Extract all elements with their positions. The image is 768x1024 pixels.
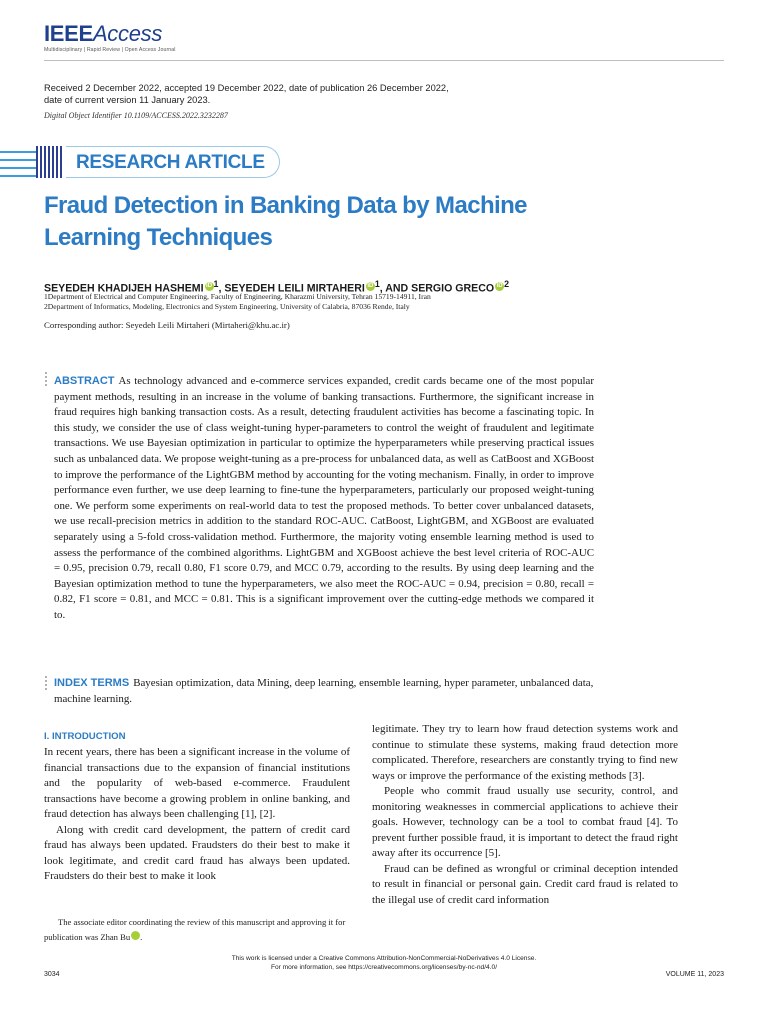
index-terms-heading: INDEX TERMS [54,677,130,689]
dates-line-2: date of current version 11 January 2023. [44,95,211,105]
license-line-2[interactable]: For more information, see https://creativecommons.org/licenses/by-nc-nd/4.0/ [270,964,498,971]
paragraph: People who commit fraud usually use security, control, and monitoring weaknesses in commercial applications to achieve their goals. However, technology can be a tool to combat fraud [4]. To prevent further possible fraud, it is important to detect the fraud right away after its occurrence [5]. [372,785,678,859]
abstract [54,374,594,624]
banner-line [0,151,38,153]
affiliation-2: 2Department of Informatics, Modeling, Electronics and System Engineering, University of Calabria, 87036 Rende, Italy [44,302,410,311]
editor-footnote: The associate editor coordinating the review of this manuscript and approving it for publication was Zhan Bu iD. [44,917,346,942]
orcid-icon[interactable]: iD [206,283,213,289]
banner-stripes [36,146,66,178]
dotted-ornament-icon [45,676,48,692]
author-2-affiliation: 1 [374,279,380,289]
volume-info: VOLUME 11, 2023 [665,971,724,978]
paragraph: legitimate. They try to learn how fraud detection systems work and continue to stimulate these systems, making fraud detection more complicated. Therefore, researchers are constantly trying to find new ways or improve the performance of the existing methods [3]. [372,723,678,782]
orcid-icon[interactable]: iD [367,283,374,289]
index-terms-text: Bayesian optimization, data Mining, deep learning, ensemble learning, hyper parameter, unbalanced data, machine learning. [54,677,594,705]
dates-line-1: Received 2 December 2022, accepted 19 December 2022, date of publication 26 December 2022, [44,83,449,93]
index-terms [54,676,594,707]
section-heading-introduction: I. INTRODUCTION [44,731,126,742]
logo-access: Access [92,21,163,46]
body-column-left [44,730,350,885]
banner-line [0,159,38,161]
banner-line [0,167,38,169]
abstract-heading: ABSTRACT [54,375,115,387]
header-rule [44,60,724,61]
author-1-affiliation: 1 [213,279,219,289]
logo-ieee: IEEE [44,21,93,46]
article-type-label: RESEARCH ARTICLE [66,146,280,178]
author-1: SEYEDEH KHADIJEH HASHEMI [44,282,204,295]
paragraph: In recent years, there has been a significant increase in the volume of financial transactions due to the expansion of financial institutions and the popularity of web-based e-commerce. Fraudulent transactions have become a growing problem in online banking, and fraud detection has always been challenging [1], [2]. [44,746,350,820]
dotted-ornament-icon [45,372,48,388]
corresponding-author: Corresponding author: Seyedeh Leili Mirtaheri (Mirtaheri@khu.ac.ir) [44,320,290,330]
paragraph: Along with credit card development, the pattern of credit card fraud has always been updated. Fraudsters do their best to make it look legitimate, and credit card fraud has always been updated. Fraudsters do their best to make it look [44,823,350,882]
paper-title: Fraud Detection in Banking Data by Machine Learning Techniques [44,192,527,251]
page-number: 3034 [44,971,60,978]
publication-dates [44,82,564,106]
author-2: , SEYEDEH LEILI MIRTAHERI [218,282,365,295]
paragraph: Fraud can be defined as wrongful or criminal deception intended to result in financial or personal gain. Credit card fraud is related to the illegal use of credit card information [372,862,678,906]
journal-logo [44,22,176,46]
author-3: , AND SERGIO GRECO [379,282,495,295]
journal-tagline: Multidisciplinary | Rapid Review | Open Access Journal [44,47,176,53]
doi: Digital Object Identifier 10.1109/ACCESS.2022.3232287 [44,111,228,120]
abstract-text: As technology advanced and e-commerce services expanded, credit cards became one of the most popular payment methods, resulting in an increase in the volume of banking transactions. Furthermore, the significant increase in fraud requires high banking transaction costs. As a result, detecting fraudulent activities has become a fascinating topic. In this study, we consider the use of class weight-tuning hyper-parameters to control the weight of fraudulent and legitimate transactions. We use Bayesian optimization in particular to optimize the hyperparameters while preserving practical issues such as unbalanced data. We propose weight-tuning as a pre-process for unbalanced data, as well as CatBoost and XGBoost to improve the performance of the LightGBM method by accounting for the voting mechanism. Finally, in order to improve performance even further, we use deep learning to fine-tune the hyperparameters, particularly our proposed weight-tuning one. We perform some experiments on real-world data to test the proposed methods. To better cover unbalanced datasets, we use recall-precision metrics in addition to the standard ROC-AUC. CatBoost, LightGBM, and XGBoost are evaluated separately using a 5-fold cross-validation method. Furthermore, the majority voting ensemble learning method is used to assess the performance of the combined algorithms. LightGBM and XGBoost achieve the best level criteria of ROC-AUC = 0.95, precision 0.79, recall 0.80, F1 score 0.79, and MCC 0.79, according to the results. By using deep learning and the Bayesian optimization method to tune the hyperparameters, we also meet the ROC-AUC = 0.94, precision = 0.80, recall = 0.82, F1 score = 0.81, and MCC = 0.81. This is a significant improvement over the cutting-edge methods we compared it to. [54,375,594,621]
body-column-right [372,722,678,908]
license-notice [0,954,768,972]
journal-brand [44,22,176,53]
affiliation-1: 1Department of Electrical and Computer Engineering, Faculty of Engineering, Kharazmi University, Tehran 15719-14911, Iran [44,292,431,301]
orcid-icon[interactable]: iD [131,931,140,940]
author-3-affiliation: 2 [504,279,510,289]
orcid-icon[interactable]: iD [496,283,503,289]
banner-line [0,175,38,177]
footnote-text: The associate editor coordinating the review of this manuscript and approving it for publication was Zhan Bu [44,917,346,942]
license-line-1: This work is licensed under a Creative Commons Attribution-NonCommercial-NoDerivatives 4.0 License. [231,955,537,962]
affiliations [44,292,724,312]
